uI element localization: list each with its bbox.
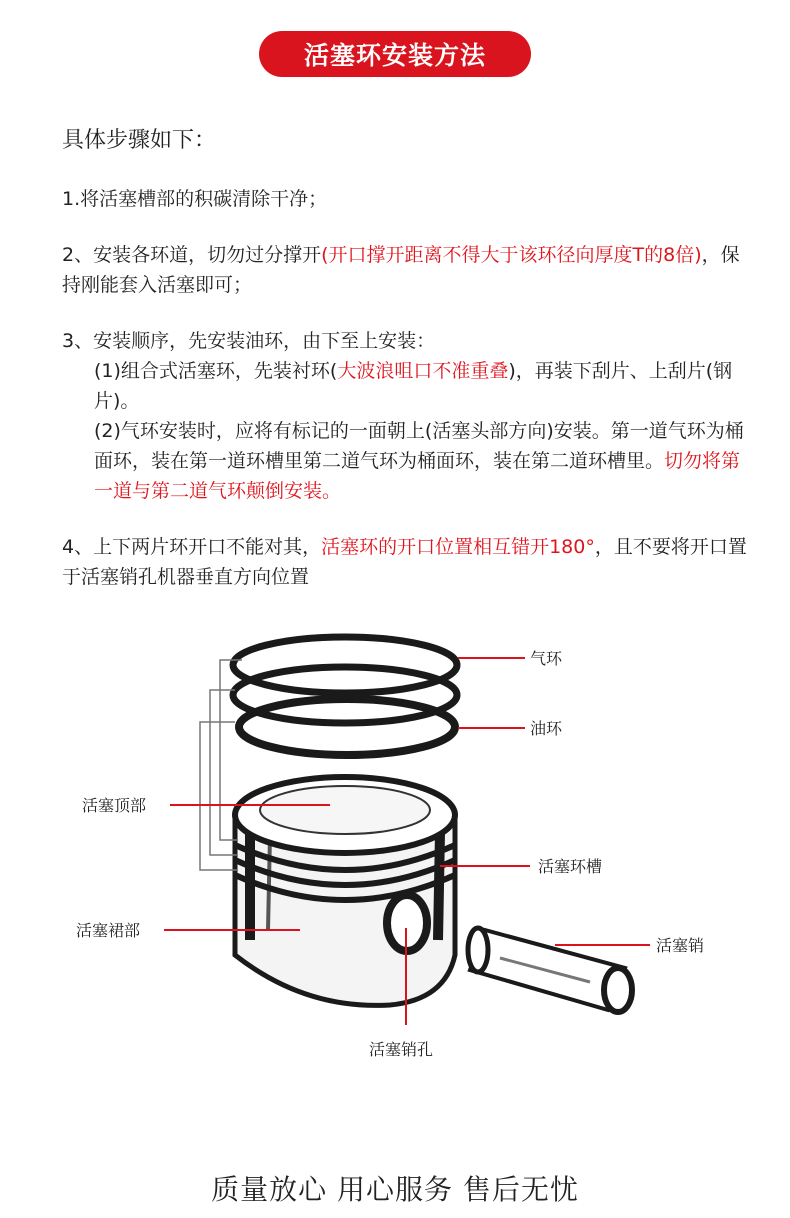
step-3-sub-2 — [62, 416, 752, 506]
step-3-sub-1 — [62, 356, 752, 416]
label-piston-pin-text: 活塞销 — [656, 936, 705, 955]
label-oil-ring-text: 油环 — [530, 719, 563, 738]
steps-heading: 具体步骤如下： — [62, 128, 217, 153]
label-piston-skirt-text: 活塞裙部 — [76, 921, 141, 940]
step-3-sub-2-a: (2)气环安装时，应将有标记的一面朝上(活塞头部方向)安装。第一道气环为桶面环，装在第一道环槽里第二道气环为桶面环，装在第二道环槽里。 — [94, 420, 744, 472]
label-piston-pin — [555, 936, 704, 955]
step-4-text — [62, 532, 752, 592]
label-oil-ring — [458, 719, 563, 738]
label-piston-top-text: 活塞顶部 — [82, 796, 147, 815]
instructions — [62, 126, 752, 618]
step-3-sub-1-b: )，再装下刮片、上刮片(钢片)。 — [94, 360, 733, 412]
step-3-text: 3、安装顺序，先安装油环，由下至上安装： — [62, 330, 436, 352]
piston-body-illustration — [235, 777, 455, 1005]
step-3-sub-2-warning: 切勿将第一道与第二道气环颠倒安装。 — [94, 450, 741, 502]
step-3 — [62, 326, 752, 506]
step-4 — [62, 532, 752, 592]
piston-pin-illustration — [468, 928, 632, 1012]
step-4-text-a: 4、上下两片环开口不能对其， — [62, 536, 322, 558]
label-ring-groove-text: 活塞环槽 — [538, 857, 603, 876]
page-title: 活塞环安装方法 — [259, 31, 531, 77]
step-2-text-b: ，保持刚能套入活塞即可； — [62, 244, 740, 296]
step-4-warning: 活塞环的开口位置相互错开180° — [321, 536, 595, 558]
step-1-text: 1.将活塞槽部的积碳清除干净； — [62, 188, 328, 210]
step-2-text — [62, 240, 752, 300]
step-2-warning: (开口撑开距离不得大于该环径向厚度T的8倍) — [321, 244, 702, 266]
label-pin-hole-text: 活塞销孔 — [369, 1040, 434, 1059]
step-2-text-a: 2、安装各环道，切勿过分撑开 — [62, 244, 322, 266]
label-gas-ring-text: 气环 — [530, 649, 563, 668]
step-4-text-b: ，且不要将开口置于活塞销孔机器垂直方向位置 — [62, 536, 747, 588]
label-ring-groove — [440, 857, 602, 876]
step-1 — [62, 184, 752, 214]
slogan: 质量放心 用心服务 售后无忧 — [211, 1173, 579, 1206]
step-3-sub-1-warning: 大波浪咀口不准重叠 — [337, 360, 509, 382]
step-3-sub-1-a: (1)组合式活塞环，先装衬环( — [94, 360, 338, 382]
piston-rings-illustration — [233, 637, 457, 755]
label-gas-ring — [458, 649, 563, 668]
step-2 — [62, 240, 752, 300]
piston-diagram — [60, 610, 740, 1080]
